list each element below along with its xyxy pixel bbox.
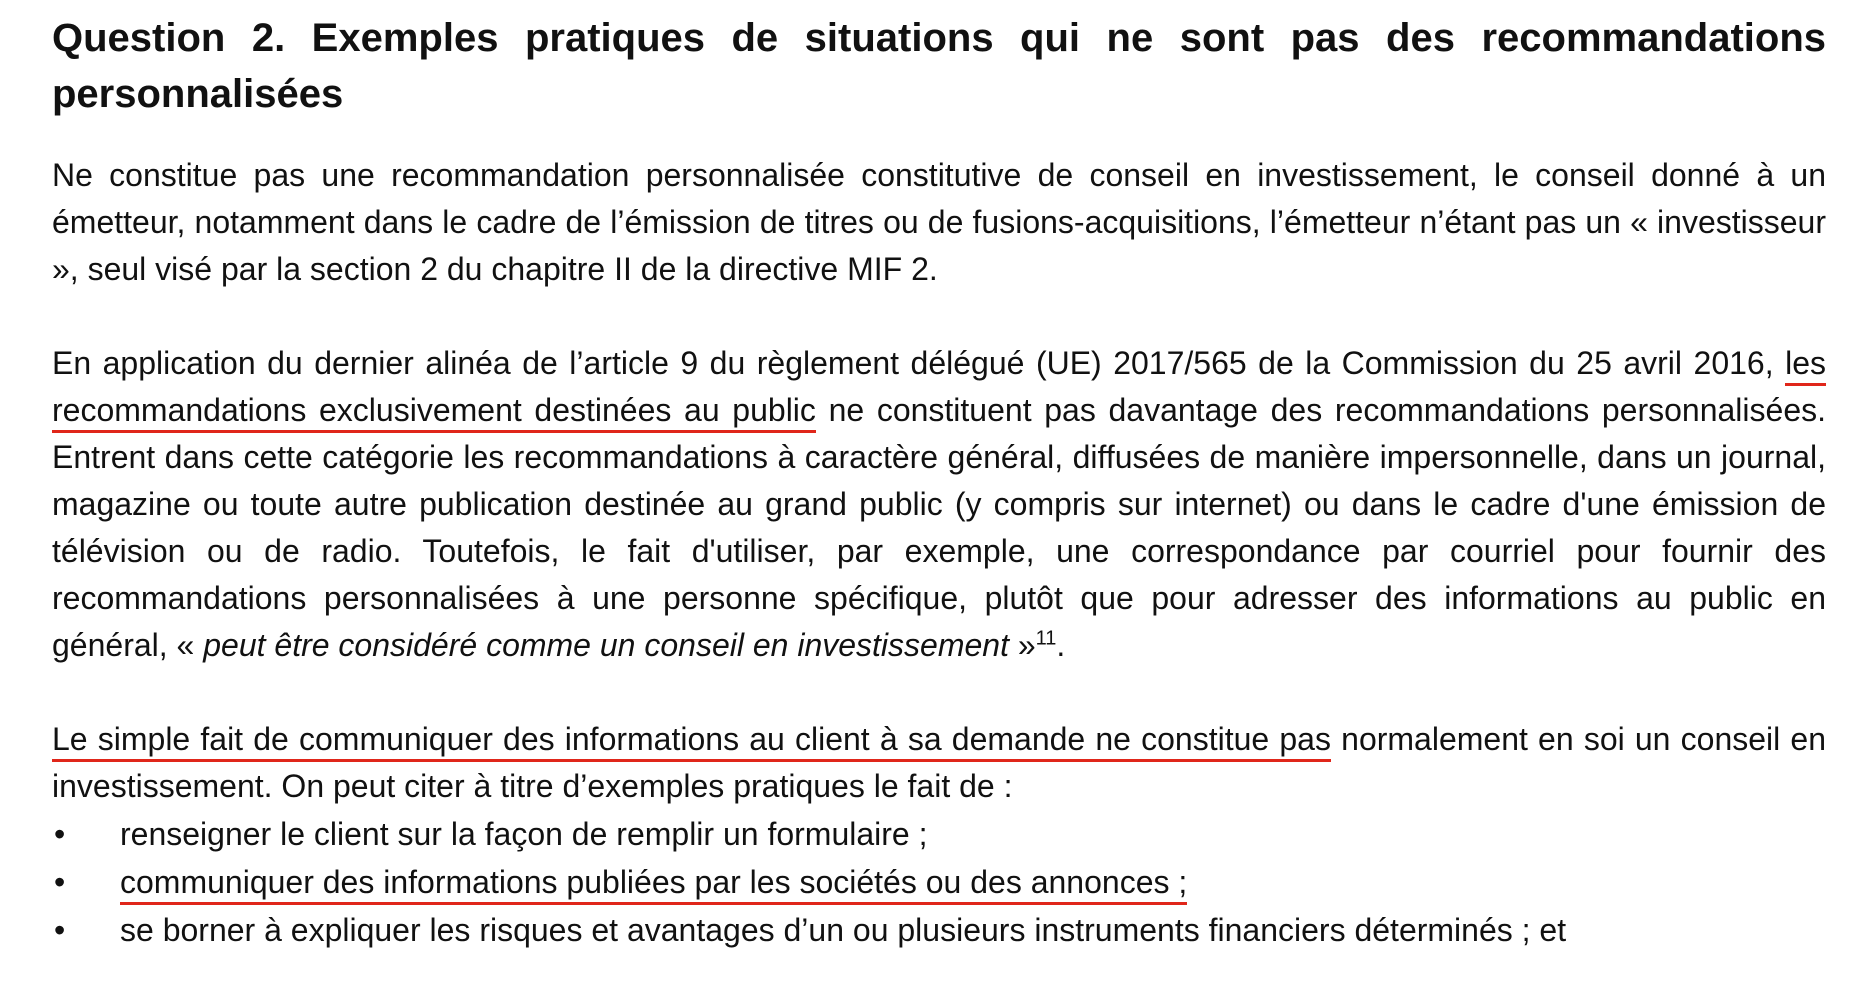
- list-item-text: se borner à expliquer les risques et avantages d’un ou plusieurs instruments financiers déterminés ; et: [120, 912, 1567, 948]
- paragraph-recommandations-public: [52, 340, 1826, 669]
- paragraph2-body: ne constituent pas davantage des recommandations personnalisées. Entrent dans cette catégorie les recommandations à caractère général, diffusées de manière impersonnelle, dans un journal, magazine ou toute autre publication destinée au grand public (y compris sur internet) ou dans le cadre d'une émission de télévision ou de radio. Toutefois, le fait d'utiliser, par exemple, une correspondance par courriel pour fournir des recommandations personnalisées à une personne spécifique, plutôt que pour adresser des informations au public en général, «: [52, 392, 1826, 663]
- paragraph2-period: .: [1056, 627, 1066, 663]
- closing-quote-mark: »: [1008, 627, 1036, 663]
- document-page: [52, 0, 1826, 954]
- list-item-text-highlighted: communiquer des informations publiées par les sociétés ou des annonces ;: [120, 864, 1187, 905]
- list-item: [52, 906, 1826, 954]
- list-item: [52, 858, 1826, 906]
- italic-quote: peut être considéré comme un conseil en investissement: [203, 627, 1009, 663]
- highlighted-phrase-simple-fait: Le simple fait de communiquer des informations au client à sa demande ne constitue pas: [52, 721, 1331, 762]
- paragraph-simple-fait: [52, 716, 1826, 810]
- footnote-reference[interactable]: 11: [1035, 627, 1057, 650]
- question-heading: Question 2. Exemples pratiques de situations qui ne sont pas des recommandations personnalisées: [52, 16, 1826, 116]
- examples-list: [52, 810, 1826, 954]
- highlighted-phrase-public: les recommandations exclusivement destinées au public: [52, 345, 1826, 433]
- bullet-icon: •: [54, 912, 66, 948]
- bullet-icon: •: [54, 816, 66, 852]
- paragraph2-intro: En application du dernier alinéa de l’article 9 du règlement délégué (UE) 2017/565 de la Commission du 25 avril 2016,: [52, 345, 1786, 381]
- paragraph-emetteur: Ne constitue pas une recommandation personnalisée constitutive de conseil en investissement, le conseil donné à un émetteur, notamment dans le cadre de l’émission de titres ou de fusions-acquisitions, l’émetteur n’étant pas un « investisseur », seul visé par la section 2 du chapitre II de la directive MIF 2.: [52, 157, 1826, 287]
- list-item: [52, 810, 1826, 858]
- list-item-text: renseigner le client sur la façon de remplir un formulaire ;: [120, 816, 928, 852]
- paragraph3-body: normalement en soi un conseil en investissement. On peut citer à titre d’exemples pratiques le fait de :: [52, 721, 1827, 804]
- bullet-icon: •: [54, 864, 66, 900]
